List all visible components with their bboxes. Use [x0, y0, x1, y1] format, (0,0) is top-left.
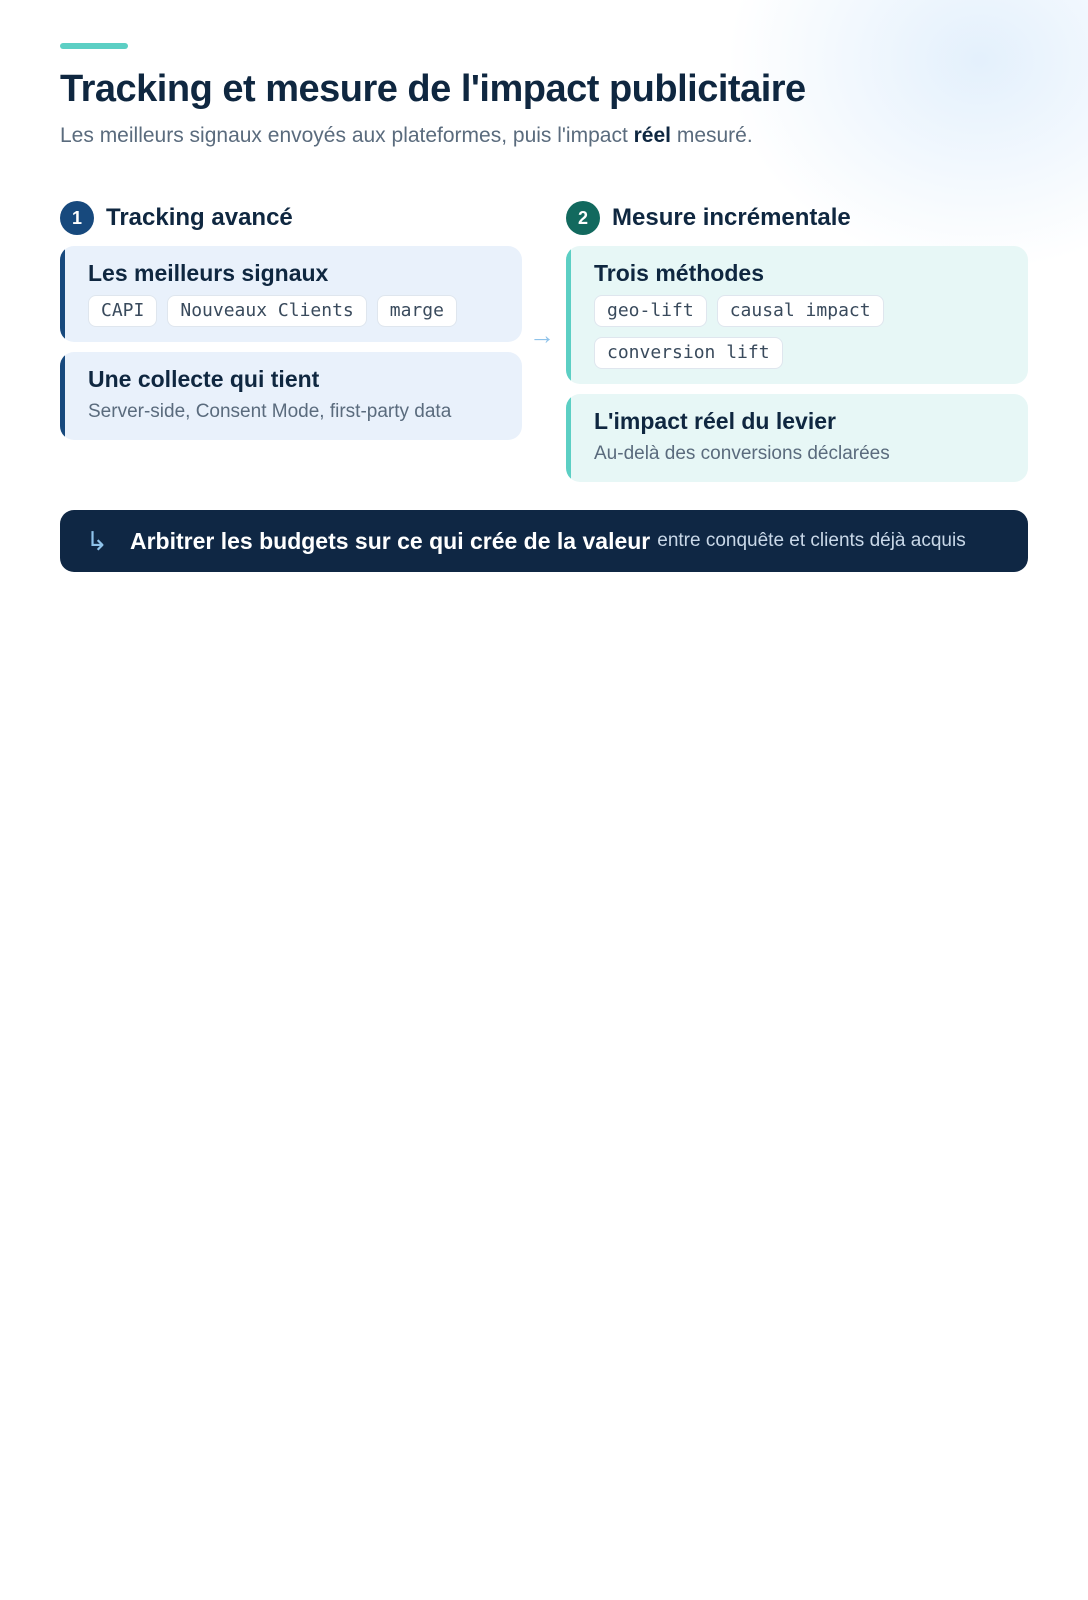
- card-text: Server-side, Consent Mode, first-party data: [88, 401, 452, 422]
- page-title: Tracking et mesure de l'impact publicitaire: [60, 68, 806, 110]
- subtitle-tail: mesuré.: [671, 124, 753, 147]
- column-header: [566, 200, 1028, 236]
- card-text: Au-delà des conversions déclarées: [594, 443, 890, 464]
- subtitle-lead: Les meilleurs signaux envoyés aux plateformes, puis l'impact: [60, 124, 634, 147]
- card-title: L'impact réel du levier: [594, 408, 836, 434]
- banner-detail: entre conquête et clients déjà acquis: [657, 530, 966, 551]
- banner-headline: Arbitrer les budgets sur ce qui crée de la valeur: [130, 527, 651, 554]
- card-title: Les meilleurs signaux: [88, 260, 329, 286]
- chip: Nouveaux Clients: [167, 295, 366, 327]
- page-subtitle: [60, 124, 753, 148]
- card-impact: [566, 394, 1028, 482]
- conclusion-banner: [60, 510, 1028, 572]
- accent-bar: [60, 43, 128, 49]
- chip: conversion lift: [594, 337, 783, 369]
- column-tracking: [60, 200, 522, 440]
- subtitle-emphasis: réel: [633, 124, 671, 147]
- card-title: Trois méthodes: [594, 260, 764, 286]
- card-collection: [60, 352, 522, 440]
- step-number-badge: 1: [60, 201, 94, 235]
- chip: CAPI: [88, 295, 157, 327]
- card-signals: [60, 246, 522, 342]
- step-number-badge: 2: [566, 201, 600, 235]
- card-title: Une collecte qui tient: [88, 366, 320, 392]
- return-arrow-icon: ↳: [86, 526, 108, 556]
- column-header: [60, 200, 522, 236]
- chip: causal impact: [717, 295, 884, 327]
- chip-list: [88, 295, 506, 327]
- column-title: Mesure incrémentale: [612, 204, 851, 231]
- chip: marge: [377, 295, 457, 327]
- chip: geo-lift: [594, 295, 707, 327]
- column-title: Tracking avancé: [106, 204, 293, 231]
- column-measurement: [566, 200, 1028, 482]
- card-methods: [566, 246, 1028, 384]
- chip-list: [594, 295, 914, 369]
- arrow-right-icon: →: [529, 320, 555, 350]
